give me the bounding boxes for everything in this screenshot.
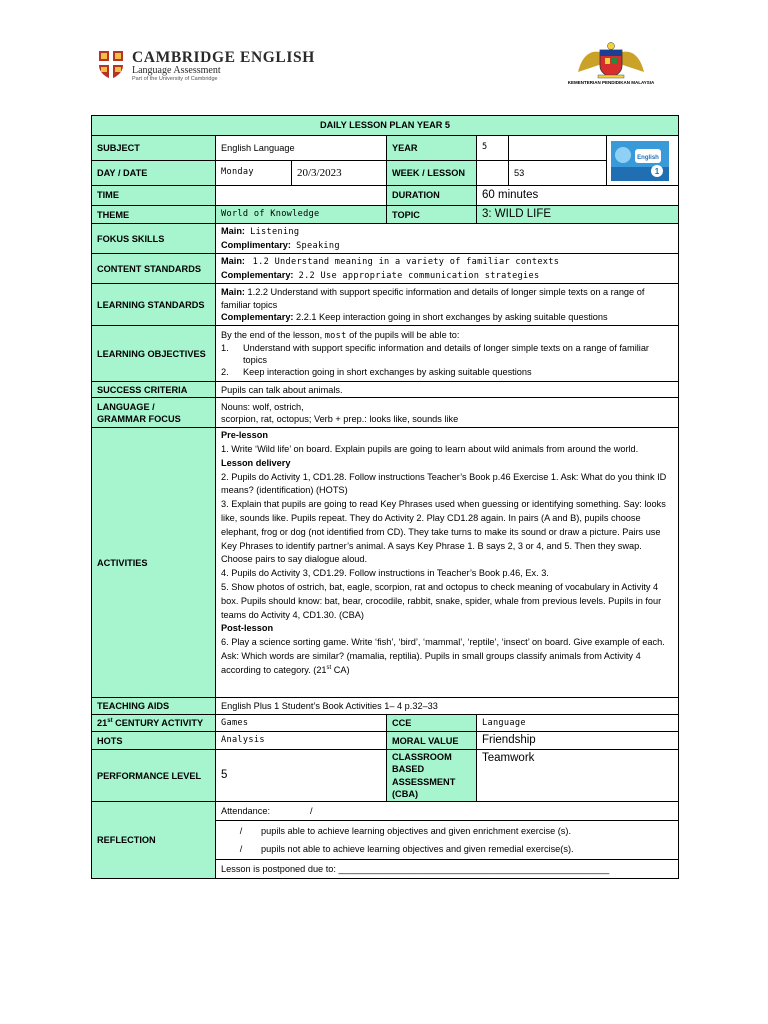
objective-item [221, 366, 673, 378]
time-value [216, 186, 387, 206]
grammar-line-1: Nouns: wolf, ostrich, [221, 401, 304, 412]
grammar-line-2: scorpion, rat, octopus; Verb + prep.: looks like, sounds like [221, 413, 459, 424]
grammar-focus-value [216, 398, 679, 428]
ls-main-value: 1.2.2 Understand with support specific information and details of longer simple texts on a range of familiar topics [221, 287, 645, 310]
book-cover-cell [607, 136, 679, 186]
learning-standards-label: LEARNING STANDARDS [92, 284, 216, 326]
objective-number: 2. [221, 367, 229, 378]
day-value: Monday [216, 161, 292, 186]
duration-value: 60 minutes [477, 186, 679, 206]
cce-value: Language [477, 715, 679, 732]
lesson-delivery-heading: Lesson delivery [221, 457, 291, 468]
theme-value: World of Knowledge [216, 206, 387, 224]
lo-intro-b: of the pupils will be able to: [346, 329, 460, 340]
postponed-row: Lesson is postponed due to: _____________________________________________________ [216, 859, 679, 878]
objective-text: Understand with support specific information and details of longer simple texts on a range of familiar topics [243, 343, 649, 366]
learning-objectives-label: LEARNING OBJECTIVES [92, 326, 216, 382]
objective-number: 1. [221, 343, 229, 354]
cambridge-subtitle-2: Part of the University of Cambridge [132, 76, 218, 82]
content-standards-value [216, 254, 679, 284]
cba-value: Teamwork [477, 750, 679, 802]
topic-label: TOPIC [387, 206, 477, 224]
english-plus-cover-image [611, 141, 669, 181]
century-activity-label [92, 715, 216, 732]
focus-skills-label: FOKUS SKILLS [92, 224, 216, 254]
week-value [477, 161, 509, 186]
ls-comp-label: Complementary: [221, 311, 294, 322]
cambridge-title: CAMBRIDGE ENGLISH [132, 49, 315, 66]
subject-value: English Language [216, 136, 387, 161]
cs-main-label: Main: [221, 256, 245, 267]
pre-lesson-heading: Pre-lesson [221, 430, 268, 441]
activities-label: ACTIVITIES [92, 428, 216, 698]
cambridge-english-logo [98, 50, 328, 82]
ministry-logo [556, 42, 666, 88]
date-value: 20/3/2023 [292, 161, 387, 186]
performance-level-label: PERFORMANCE LEVEL [92, 750, 216, 802]
activity-step [221, 636, 673, 677]
teaching-aids-value: English Plus 1 Student’s Book Activities 1– 4 p.32–33 [216, 698, 679, 715]
lesson-value: 53 [509, 161, 607, 186]
hots-label: HOTS [92, 732, 216, 750]
attendance-slash: / [310, 805, 313, 816]
theme-label: THEME [92, 206, 216, 224]
cambridge-subtitle: Language Assessment [132, 65, 221, 76]
reflection-slash: / [239, 843, 243, 854]
focus-comp-label: Complimentary: [221, 239, 291, 250]
day-date-label: DAY / DATE [92, 161, 216, 186]
reflection-enrichment: pupils able to achieve learning objectives and given enrichment exercise (s). [261, 825, 571, 836]
objective-item [221, 342, 673, 366]
plan-title: DAILY LESSON PLAN YEAR 5 [92, 116, 679, 136]
lo-intro-most: most [324, 330, 347, 341]
objective-text: Keep interaction going in short exchanges by asking suitable questions [243, 367, 532, 378]
moral-value-label: MORAL VALUE [387, 732, 477, 750]
hots-value: Analysis [216, 732, 387, 750]
success-criteria-label: SUCCESS CRITERIA [92, 382, 216, 398]
reflection-label: REFLECTION [92, 801, 216, 878]
focus-main-label: Main: [221, 226, 245, 237]
attendance-row [216, 801, 679, 820]
attendance-label: Attendance: [221, 805, 271, 816]
cs-main-value: 1.2 Understand meaning in a variety of familiar contexts [252, 257, 560, 268]
topic-value: 3: WILD LIFE [477, 206, 679, 224]
activity-step: 3. Explain that pupils are going to read Key Phrases used when guessing or identifying something. Say: looks like, sounds like. Pupils repeat. They do Activity 2. Play CD1.28 again. In pairs (A and B), pupils choose elephant, frog or dog (not identified from CD). They take turns to make its sound or draw a picture. Pairs use Key Phrases to identify partner’s animal. A says Key Phrase 1. B says 2, 3 or 4, and 5. Then they swap. Choose pairs to say dialogue aloud. [221, 499, 666, 565]
content-standards-label: CONTENT STANDARDS [92, 254, 216, 284]
activity-step: 5. Show photos of ostrich, bat, eagle, scorpion, rat and octopus to check meaning of vocabulary in Activity 4 box. Pupils should know: bat, bear, crocodile, rabbit, snake, spider, whale from previous levels. Pupils in four teams do Activity 4, CD1.30. (CBA) [221, 581, 662, 620]
lo-intro-a: By the end of the lesson, [221, 329, 325, 340]
daily-lesson-plan-table [91, 115, 679, 879]
svg-text:English: English [637, 154, 659, 161]
activities-value [216, 428, 679, 698]
performance-level-value: 5 [216, 750, 387, 802]
century-number: 21 [97, 718, 108, 729]
duration-label: DURATION [387, 186, 477, 206]
year-label: YEAR [387, 136, 477, 161]
focus-comp-value: Speaking [296, 240, 340, 251]
ministry-name: KEMENTERIAN PENDIDIKAN MALAYSIA [567, 80, 655, 85]
century-activity-value: Games [216, 715, 387, 732]
learning-objectives-value [216, 326, 679, 382]
century-sup: st [107, 718, 113, 725]
teaching-aids-label: TEACHING AIDS [92, 698, 216, 715]
time-label: TIME [92, 186, 216, 206]
ls-main-label: Main: [221, 287, 245, 298]
year-blank [509, 136, 607, 161]
reflection-slash: / [239, 825, 243, 836]
reflection-remedial: pupils not able to achieve learning objectives and given remedial exercise(s). [261, 843, 574, 854]
century-rest: CENTURY ACTIVITY [112, 718, 204, 729]
focus-skills-value [216, 224, 679, 254]
moral-value-value: Friendship [477, 732, 679, 750]
ls-comp-value: 2.2.1 Keep interaction going in short exchanges by asking suitable questions [293, 311, 608, 322]
activity-6-sup: st [326, 664, 332, 671]
subject-label: SUBJECT [92, 136, 216, 161]
grammar-label-line-1: LANGUAGE / [97, 401, 155, 412]
activity-step: 2. Pupils do Activity 1, CD1.28. Follow instructions Teacher’s Book p.46 Exercise 1. Ask: What do you think ID means? (identification) (HOTS) [221, 471, 667, 496]
cce-label: CCE [387, 715, 477, 732]
post-lesson-heading: Post-lesson [221, 623, 274, 634]
cs-comp-label: Complementary: [221, 269, 294, 280]
cba-label: CLASSROOM BASED ASSESSMENT (CBA) [387, 750, 477, 802]
grammar-label-line-2: GRAMMAR FOCUS [97, 413, 181, 424]
focus-main-value: Listening [250, 227, 300, 238]
year-value: 5 [477, 136, 509, 161]
activity-6-text: 6. Play a science sorting game. Write ‘fish’, ‘bird’, ‘mammal’, ‘reptile’, ‘insect’ on board. Give example of each. Ask: Which words are similar? (mamalia, reptilia). Pupils in small groups classify animals from Activity 4 according to category. (21 [221, 637, 665, 675]
learning-standards-value [216, 284, 679, 326]
grammar-focus-label [92, 398, 216, 428]
ministry-crest-icon [556, 42, 666, 80]
week-lesson-label: WEEK / LESSON [387, 161, 477, 186]
svg-text:1: 1 [654, 166, 660, 176]
success-criteria-value: Pupils can talk about animals. [216, 382, 679, 398]
reflection-outcomes [216, 820, 679, 859]
activity-step: 1. Write ‘Wild life’ on board. Explain pupils are going to learn about wild animals from around the world. [221, 443, 639, 454]
cambridge-shield-icon [98, 50, 124, 80]
cs-comp-value: 2.2 Use appropriate communication strategies [298, 270, 540, 281]
activity-step: 4. Pupils do Activity 3, CD1.29. Follow instructions in Teacher’s Book p.46, Ex. 3. [221, 568, 549, 579]
activity-6-end: CA) [331, 664, 350, 675]
